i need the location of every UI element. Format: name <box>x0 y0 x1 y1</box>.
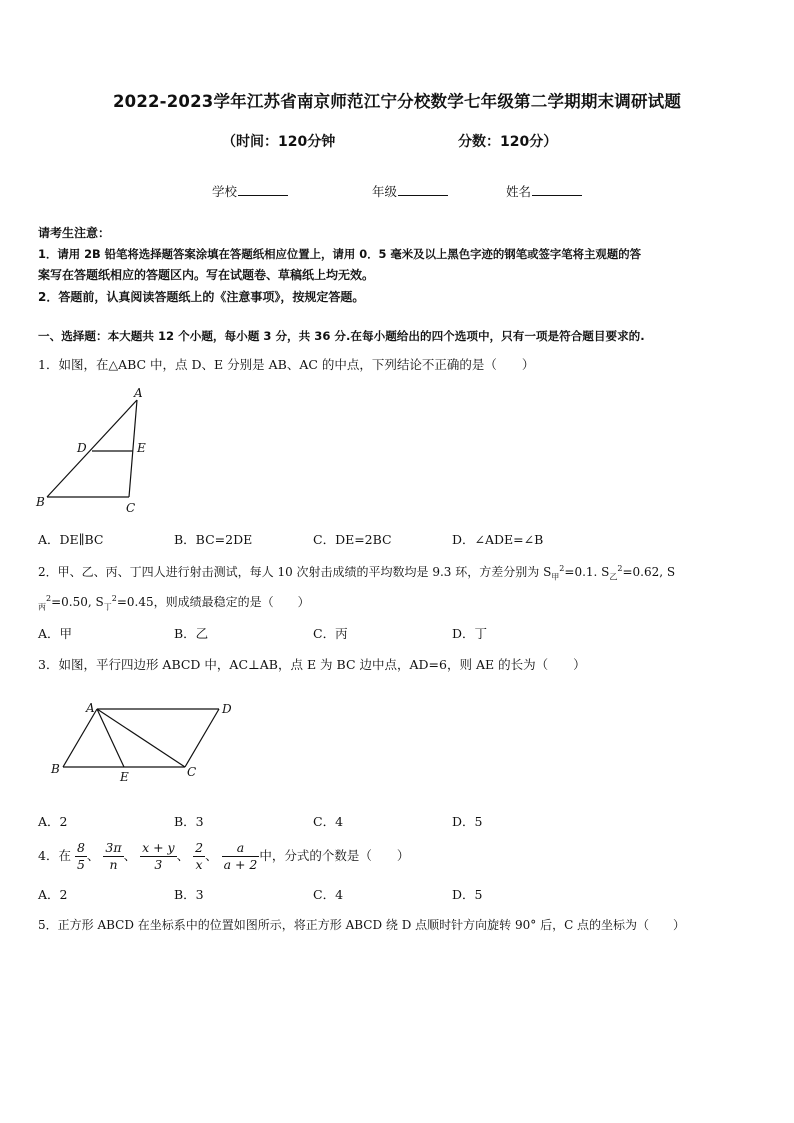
q2-option-b[interactable]: B．乙 <box>174 626 209 641</box>
name-label: 姓名 <box>506 184 532 199</box>
q2-option-d[interactable]: D．丁 <box>452 626 488 641</box>
exam-score: 分数：120分） <box>458 134 558 150</box>
q3-side-cd <box>185 709 219 767</box>
q5-stem: 5．正方形 ABCD 在坐标系中的位置如图所示，将正方形 ABCD 绕 D 点顺时针方向旋转 90° 后，C 点的坐标为（ ） <box>38 918 686 932</box>
q1-label-c: C <box>126 501 136 515</box>
q1-triangle-figure <box>30 380 160 520</box>
grade-field <box>372 182 448 200</box>
q4-option-a[interactable]: A．2 <box>38 887 68 902</box>
q3-label-d: D <box>222 702 232 716</box>
section-heading: 一、选择题：本大题共 12 个小题，每小题 3 分，共 36 分.在每小题给出的四个选项中，只有一项是符合题目要求的. <box>38 329 645 343</box>
q1-label-d: D <box>77 441 87 455</box>
q1-option-d[interactable]: D．∠ADE=∠B <box>452 532 544 547</box>
q4-fraction-2: $\frac{3\pi}{n}$ <box>105 840 122 872</box>
q3-label-a: A <box>86 701 95 715</box>
q1-stem: 1．如图，在△ABC 中，点 D、E 分别是 AB、AC 的中点，下列结论不正确的是（ ） <box>38 357 535 372</box>
q3-stem: 3．如图，平行四边形 ABCD 中，AC⊥AB，点 E 为 BC 边中点，AD=6，则 AE 的长为（ ） <box>38 657 586 672</box>
q1-label-e: E <box>137 441 146 455</box>
school-blank[interactable] <box>238 183 288 196</box>
q4-option-d[interactable]: D．5 <box>452 887 483 902</box>
q1-side-ab <box>47 400 137 497</box>
q1-option-a[interactable]: A．DE∥BC <box>38 532 104 547</box>
q4-fraction-4: $\frac{2}{x}$ <box>195 840 204 872</box>
school-field <box>212 182 288 200</box>
notice-line1b: 案写在答题纸相应的答题区内。写在试题卷、草稿纸上均无效。 <box>38 268 375 282</box>
school-label: 学校 <box>212 184 238 199</box>
q2-option-c[interactable]: C．丙 <box>313 626 348 641</box>
q3-option-a[interactable]: A．2 <box>38 814 68 829</box>
q3-label-b: B <box>51 762 60 776</box>
q2-stem-line2: $_丙^2$=0.50, $S_丁^2=0.45$，则成绩最稳定的是（ ） <box>38 594 310 612</box>
q4-stem: 4．在 $\frac{8}{5}$ 、 $\frac{3\pi}{n}$ 、 $\frac{x + y}{3}$ 、 $\frac{2}{x}$ 、 $\frac{a}{a + 2}$ 中，分式的个数是（ ） <box>38 840 410 872</box>
q3-option-c[interactable]: C．4 <box>313 814 344 829</box>
name-blank[interactable] <box>532 183 582 196</box>
exam-title: 2022-2023学年江苏省南京师范江宁分校数学七年级第二学期期末调研试题 <box>112 92 682 111</box>
grade-blank[interactable] <box>398 183 448 196</box>
q4-option-b[interactable]: B．3 <box>174 887 204 902</box>
q3-label-e: E <box>120 770 129 784</box>
notice-line2: 2．答题前，认真阅读答题纸上的《注意事项》，按规定答题。 <box>38 290 365 304</box>
q2-option-a[interactable]: A．甲 <box>38 626 73 641</box>
q3-side-ab <box>63 709 97 767</box>
q3-option-d[interactable]: D．5 <box>452 814 483 829</box>
grade-label: 年级 <box>372 184 398 199</box>
notice-line1a: 1．请用 2B 铅笔将选择题答案涂填在答题纸相应位置上，请用 0．5 毫米及以上黑色字迹的钢笔或签字笔将主观题的答 <box>38 247 641 261</box>
q3-parallelogram-figure <box>40 695 250 790</box>
q1-option-b[interactable]: B．BC=2DE <box>174 532 253 547</box>
q3-option-b[interactable]: B．3 <box>174 814 204 829</box>
q1-option-c[interactable]: C．DE=2BC <box>313 532 392 547</box>
exam-time: （时间：120分钟 <box>222 134 336 150</box>
q1-label-b: B <box>36 495 45 509</box>
q4-option-c[interactable]: C．4 <box>313 887 344 902</box>
q4-fraction-5: $\frac{a}{a + 2}$ <box>223 840 258 872</box>
q2-stem-start: 2．甲、乙、丙、丁四人进行射击测试，每人 10 次射击成绩的平均数均是 9.3 环，方差分别为 S <box>38 565 552 579</box>
q1-side-ac <box>129 400 137 497</box>
notice-heading: 请考生注意： <box>38 226 111 240</box>
q3-label-c: C <box>187 765 197 779</box>
q1-label-a: A <box>134 386 143 400</box>
name-field <box>506 182 582 200</box>
q2-stem-line1: 2．甲、乙、丙、丁四人进行射击测试，每人 10 次射击成绩的平均数均是 9.3 环，方差分别为 $S_甲^2=0.1$. $S_乙^2=0.62$, S <box>38 564 676 582</box>
q4-fraction-3: $\frac{x + y}{3}$ <box>142 840 175 872</box>
q4-fraction-1: $\frac{8}{5}$ <box>76 840 85 872</box>
